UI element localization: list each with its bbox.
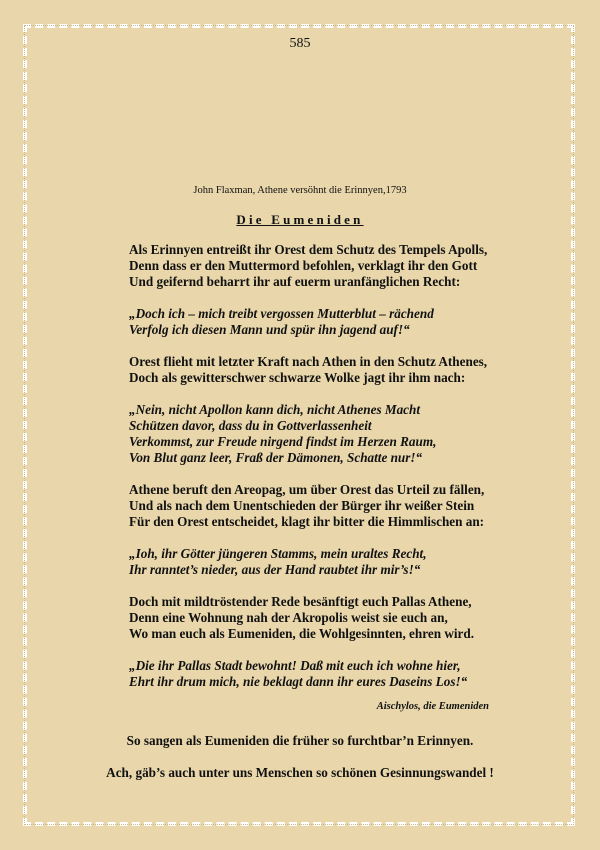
poem-line: Denn eine Wohnung nah der Akropolis weist sie euch an, <box>129 610 448 625</box>
poem-body <box>129 242 549 706</box>
stanza-8-quote <box>129 658 549 690</box>
poem-line: Wo man euch als Eumeniden, die Wohlgesinnten, ehren wird. <box>129 626 475 641</box>
poem-title: Die Eumeniden <box>236 212 364 227</box>
poem-line: Verfolg ich diesen Mann und spür ihn jagend auf!“ <box>129 322 410 337</box>
stanza-7 <box>129 594 549 642</box>
poem-line: Ihr ranntet’s nieder, aus der Hand raubtet ihr mir’s!“ <box>129 562 421 577</box>
poem-line: „Nein, nicht Apollon kann dich, nicht Athenes Macht <box>129 402 421 417</box>
poem-line: Und geifernd beharrt ihr auf euerm uranfänglichen Recht: <box>129 274 461 289</box>
poem-line: Und als nach dem Unentschieden der Bürger ihr weißer Stein <box>129 498 475 513</box>
poem-line: „Doch ich – mich treibt vergossen Mutterblut – rächend <box>129 306 434 321</box>
poem-line: Verkommst, zur Freude nirgend findst im Herzen Raum, <box>129 434 437 449</box>
closing-line: So sangen als Eumeniden die früher so furchtbar’n Erinnyen. <box>126 733 474 748</box>
poem-line: Doch mit mildtröstender Rede besänftigt euch Pallas Athene, <box>129 594 472 609</box>
image-caption: John Flaxman, Athene versöhnt die Erinnyen,1793 <box>193 185 407 196</box>
poem-line: Schützen davor, dass du in Gottverlassenheit <box>129 418 372 433</box>
poem-line: Doch als gewitterschwer schwarze Wolke jagt ihr ihm nach: <box>129 370 466 385</box>
page-number: 585 <box>289 36 311 51</box>
poem-line: Orest flieht mit letzter Kraft nach Athen in den Schutz Athenes, <box>129 354 488 369</box>
poem-line: Als Erinnyen entreißt ihr Orest dem Schutz des Tempels Apolls, <box>129 242 488 257</box>
stanza-6-quote <box>129 546 549 578</box>
stanza-2-quote <box>129 306 549 338</box>
stanza-4-quote <box>129 402 549 466</box>
stanza-1 <box>129 242 549 290</box>
closing-line: Ach, gäb’s auch unter uns Menschen so schönen Gesinnungswandel ! <box>106 765 494 780</box>
poem-line: Von Blut ganz leer, Fraß der Dämonen, Schatte nur!“ <box>129 450 423 465</box>
stanza-5 <box>129 482 549 530</box>
attribution: Aischylos, die Eumeniden <box>376 701 489 712</box>
poem-line: „Die ihr Pallas Stadt bewohnt! Daß mit euch ich wohne hier, <box>129 658 461 673</box>
poem-line: Athene beruft den Areopag, um über Orest das Urteil zu fällen, <box>129 482 485 497</box>
poem-line: Ehrt ihr drum mich, nie beklagt dann ihr eures Daseins Los!“ <box>129 674 468 689</box>
stanza-3 <box>129 354 549 386</box>
poem-line: Denn dass er den Muttermord befohlen, verklagt ihr den Gott <box>129 258 478 273</box>
poem-line: „Ioh, ihr Götter jüngeren Stamms, mein uraltes Recht, <box>129 546 427 561</box>
poem-line: Für den Orest entscheidet, klagt ihr bitter die Himmlischen an: <box>129 514 485 529</box>
